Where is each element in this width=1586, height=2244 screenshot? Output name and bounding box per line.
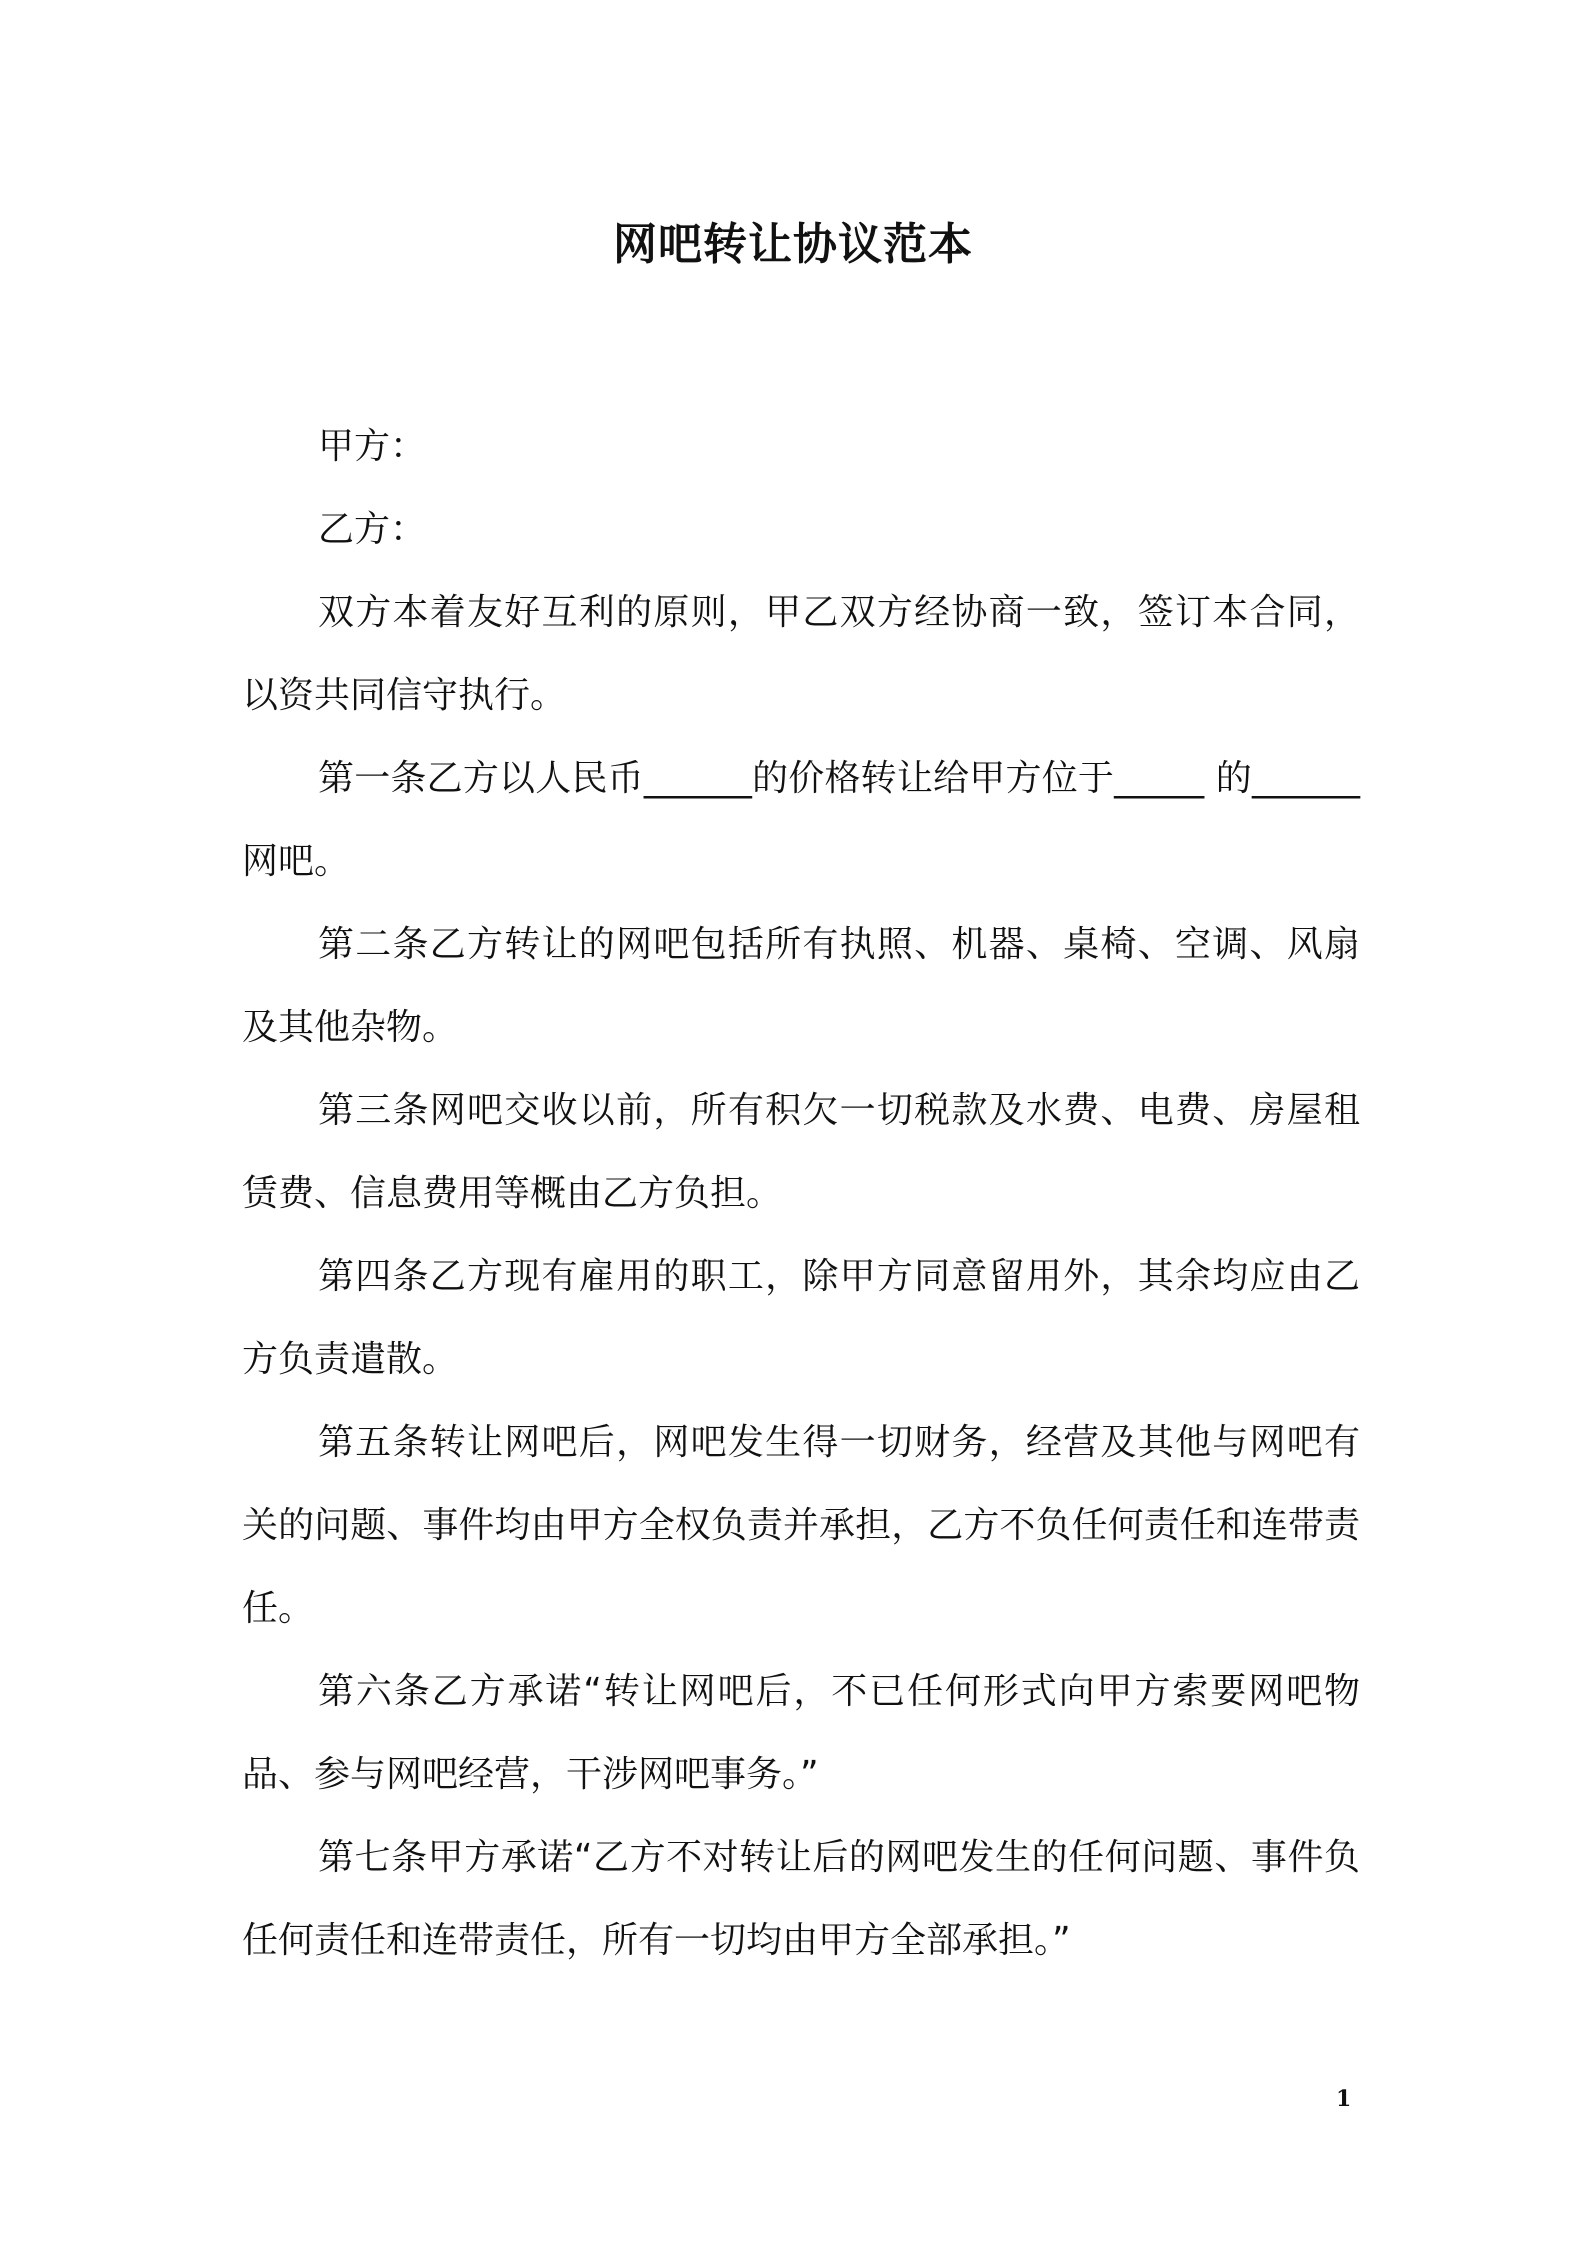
article-5: 第五条转让网吧后，网吧发生得一切财务，经营及其他与网吧有关的问题、事件均由甲方全权负责并承担，乙方不负任何责任和连带责任。 (242, 1422, 1360, 1629)
party-a-line: 甲方： (318, 426, 427, 467)
document-body (242, 405, 1360, 1982)
article-3: 第三条网吧交收以前，所有积欠一切税款及水费、电费、房屋租赁费、信息费用等概由乙方负担。 (242, 1090, 1360, 1214)
article-2: 第二条乙方转让的网吧包括所有执照、机器、桌椅、空调、风扇及其他杂物。 (242, 924, 1360, 1048)
article-1: 第一条乙方以人民币______的价格转让给甲方位于_____ 的______网吧。 (242, 758, 1360, 882)
document-title: 网吧转让协议范本 (613, 219, 973, 270)
article-4: 第四条乙方现有雇用的职工，除甲方同意留用外，其余均应由乙方负责遣散。 (242, 1256, 1360, 1380)
page-number: 1 (1336, 2086, 1352, 2112)
article-6: 第六条乙方承诺“转让网吧后，不已任何形式向甲方索要网吧物品、参与网吧经营，干涉网吧事务。” (242, 1671, 1360, 1795)
party-b-line: 乙方： (318, 509, 427, 550)
preamble-paragraph: 双方本着友好互利的原则，甲乙双方经协商一致，签订本合同，以资共同信守执行。 (242, 592, 1360, 716)
article-7: 第七条甲方承诺“乙方不对转让后的网吧发生的任何问题、事件负任何责任和连带责任，所有一切均由甲方全部承担。” (242, 1837, 1360, 1961)
